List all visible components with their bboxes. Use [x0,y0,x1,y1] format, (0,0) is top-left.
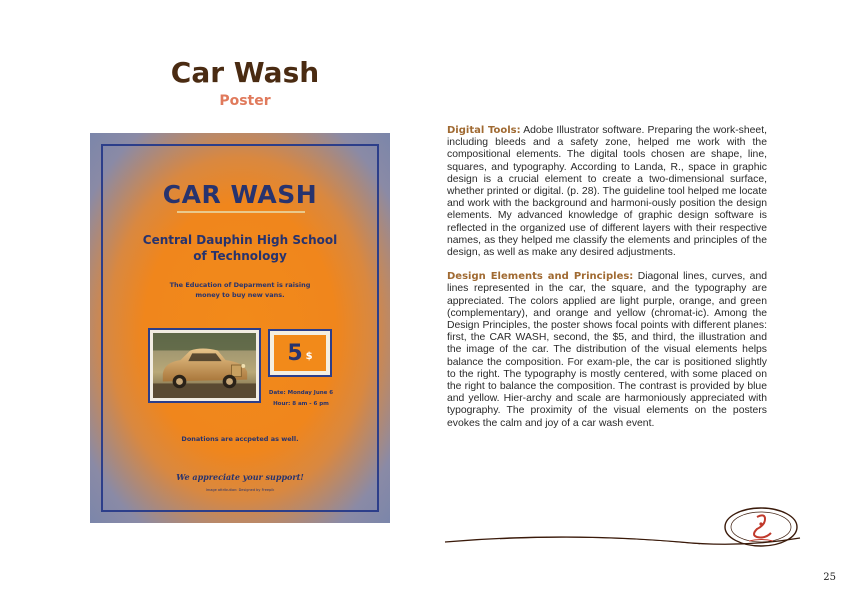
poster-headline: CAR WASH [162,180,318,209]
digital-tools-lead: Digital Tools: [447,125,521,136]
page-number: 25 [823,572,836,583]
price-amount: 5 [287,340,303,366]
poster-credit: Image attribution: Designed by Freepik [205,488,275,492]
poster-schedule [268,388,334,410]
design-elements-lead: Design Elements and Principles: [447,271,634,283]
monogram-logo-icon [721,505,801,551]
price-currency: $ [305,350,313,362]
poster-hours: Hour: 8 am - 6 pm [273,401,329,407]
digital-tools-paragraph [447,125,767,259]
price-badge-inner [274,335,326,371]
poster-donations: Donations are accpeted as well. [181,435,299,443]
poster-school-line1: Central Dauphin High School [142,233,338,247]
page-title: Car Wash [170,56,320,89]
poster-school-line2: of Technology [193,249,287,263]
poster-school [120,232,360,264]
design-elements-paragraph [447,271,767,430]
digital-tools-text: Adobe Illustrator software. Preparing the work-sheet, including bleeds and a safety zone, helped me work with the compositional elements. The digital tools chosen are shape, line, squares, and typography. According to Landa, R., space in graphic design is a crucial element to create a two-dimensional surface, whether printed or digital. (p. 28). The guideline tool helped me locate and work with the background and harmoni-ously position the design elements. My advanced knowledge of graphic design software is reflected in the organized use of different layers with their respective names, as they helped me classify the elements and principles of the design, as well as make any desired adjustments. [447,125,767,259]
poster-dept-line1: The Education of Deparment is raising [169,281,311,289]
price-badge [268,329,332,377]
car-wash-poster [90,133,390,523]
design-elements-text: Diagonal lines, curves, and lines represented in the car, the square, and the typography are appreciated. The colors applied are light purple, orange, and green (complementary), and orange and yellow (chromat-ic). Among the Design Principles, the poster shows focal points with different planes: first, the CAR WASH, second, the $5, and third, the illustration and the image of the car. The distribution of the visual elements helps balance the composition. For exam-ple, the car is positioned slightly to the right. The typography is mostly centered, with some placed on the right to balance the composition. The contrast is provided by blue and yellow. Hier-archy and scale are harmoniously appreciated with typography. The proximity of the visual elements on the posters evokes the calm and joy of a car wash event. [447,271,767,429]
poster-headline-rule [177,211,305,213]
poster-dept-line2: money to buy new vans. [195,291,285,299]
vintage-car-illustration [153,333,256,398]
page-subtitle: Poster [219,93,271,109]
poster-date: Date: Monday June 6 [268,390,334,396]
poster-dept-text [150,280,330,300]
description-column [447,125,767,442]
car-image-frame [148,328,261,403]
poster-thanks: We appreciate your support! [176,472,304,482]
